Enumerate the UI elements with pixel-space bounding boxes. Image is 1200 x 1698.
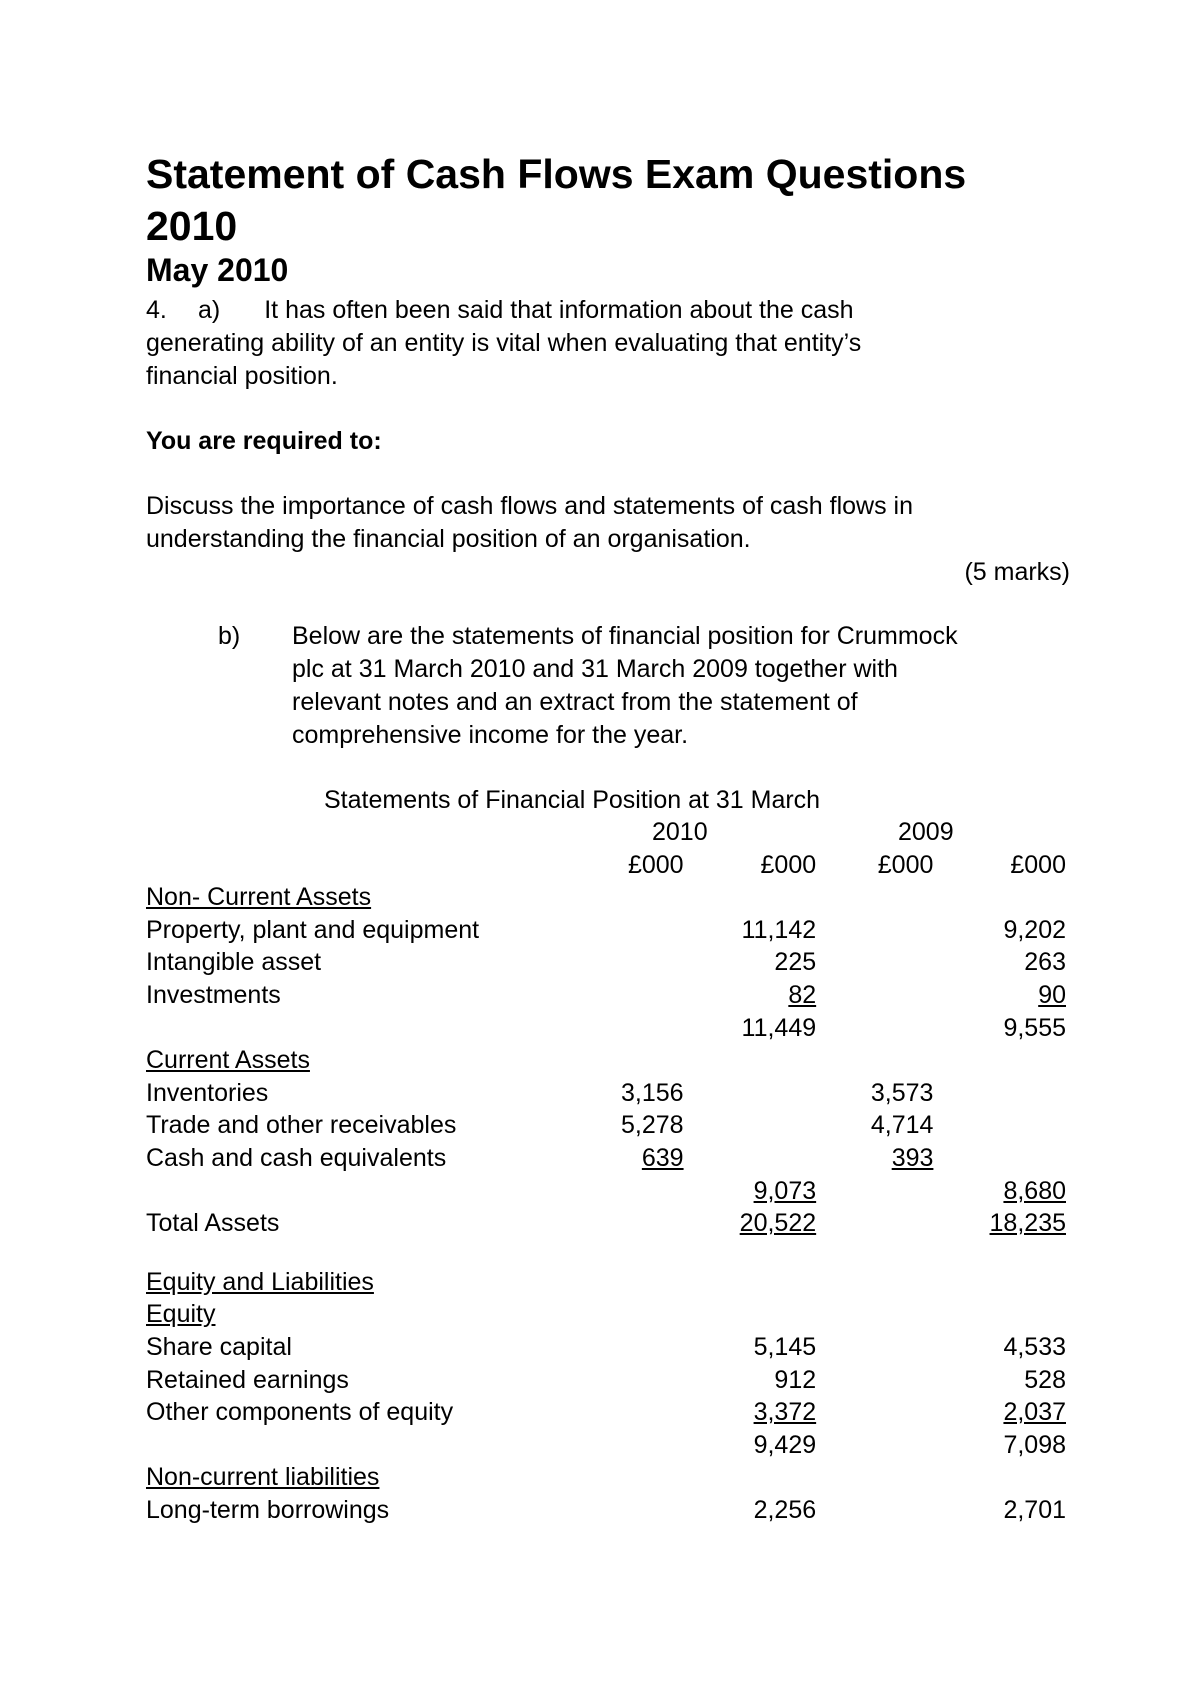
value-cell-c1 bbox=[569, 1141, 683, 1174]
amount: 2,256 bbox=[753, 1495, 817, 1524]
value-cell-c1 bbox=[569, 1207, 683, 1240]
value-cell-c1 bbox=[569, 1076, 683, 1109]
value-cell-c3 bbox=[816, 1363, 933, 1396]
value-cell-c2 bbox=[684, 1174, 817, 1207]
value-cell-c3 bbox=[816, 1141, 933, 1174]
amount: 912 bbox=[774, 1365, 817, 1394]
table-row bbox=[146, 1493, 1066, 1526]
unit-header: £000 bbox=[627, 850, 684, 879]
table-row bbox=[146, 1141, 1066, 1174]
value-cell-c4 bbox=[933, 881, 1066, 914]
value-cell-c2 bbox=[684, 1493, 817, 1526]
amount: 4,533 bbox=[1003, 1332, 1066, 1361]
section-heading: Equity bbox=[146, 1300, 216, 1329]
question-number: 4. bbox=[146, 296, 167, 324]
value-cell-c4 bbox=[933, 1363, 1066, 1396]
value-cell-c4 bbox=[933, 1330, 1066, 1363]
table-row bbox=[146, 1174, 1066, 1207]
unit-header: £000 bbox=[877, 850, 934, 879]
value-cell-c4 bbox=[933, 1461, 1066, 1494]
value-cell-c3 bbox=[816, 1174, 933, 1207]
amount: 9,429 bbox=[753, 1430, 817, 1459]
value-cell-c4 bbox=[933, 946, 1066, 979]
row-label bbox=[146, 1428, 569, 1461]
value-cell-c4 bbox=[933, 1396, 1066, 1429]
amount: 639 bbox=[641, 1143, 684, 1172]
value-cell-c1 bbox=[569, 1461, 683, 1494]
table-row bbox=[146, 978, 1066, 1011]
value-cell-c4 bbox=[933, 913, 1066, 946]
part-b-label: b) bbox=[218, 622, 241, 650]
amount: 3,573 bbox=[870, 1078, 934, 1107]
unit-header: £000 bbox=[760, 850, 817, 879]
value-cell-c2 bbox=[684, 1298, 817, 1331]
value-cell-c4 bbox=[933, 1076, 1066, 1109]
table-row bbox=[146, 1207, 1066, 1240]
amount: 5,278 bbox=[621, 1111, 684, 1140]
value-cell-c1 bbox=[569, 1330, 683, 1363]
value-cell-c3 bbox=[816, 1428, 933, 1461]
part-b-line-1: Below are the statements of financial position for Crummock bbox=[292, 622, 958, 650]
amount: 2,037 bbox=[1003, 1398, 1066, 1427]
value-cell-c3 bbox=[816, 1207, 933, 1240]
part-b-text bbox=[292, 620, 1072, 752]
value-cell-c1 bbox=[569, 946, 683, 979]
amount: 9,555 bbox=[1003, 1013, 1066, 1042]
amount: 263 bbox=[1024, 948, 1066, 977]
amount: 4,714 bbox=[870, 1111, 934, 1140]
table-row bbox=[146, 1461, 1066, 1494]
value-cell-c1 bbox=[569, 1493, 683, 1526]
value-cell-c2 bbox=[684, 1109, 817, 1142]
year-2009-label: 2009 bbox=[898, 818, 954, 846]
value-cell-c3 bbox=[816, 913, 933, 946]
value-cell-c3 bbox=[816, 1330, 933, 1363]
value-cell-c1 bbox=[569, 1298, 683, 1331]
row-label: Share capital bbox=[146, 1332, 292, 1361]
amount: 5,145 bbox=[753, 1332, 817, 1361]
value-cell-c3 bbox=[816, 978, 933, 1011]
table-row bbox=[146, 1298, 1066, 1331]
amount: 2,701 bbox=[1003, 1495, 1066, 1524]
year-2010-label: 2010 bbox=[652, 818, 708, 846]
value-cell-c1 bbox=[569, 1044, 683, 1077]
amount: 225 bbox=[774, 948, 817, 977]
section-heading: Current Assets bbox=[146, 1046, 310, 1075]
row-label: Long-term borrowings bbox=[146, 1495, 390, 1524]
value-cell-c2 bbox=[684, 978, 817, 1011]
table-row bbox=[146, 946, 1066, 979]
value-cell-c3 bbox=[816, 1298, 933, 1331]
table-row bbox=[146, 1044, 1066, 1077]
table-row bbox=[146, 1011, 1066, 1044]
row-label: Intangible asset bbox=[146, 948, 322, 977]
table-row bbox=[146, 1265, 1066, 1298]
value-cell-c3 bbox=[816, 1265, 933, 1298]
required-heading: You are required to: bbox=[146, 427, 382, 455]
value-cell-c4 bbox=[933, 1298, 1066, 1331]
value-cell-c1 bbox=[569, 1174, 683, 1207]
section-heading: Equity and Liabilities bbox=[146, 1267, 374, 1296]
value-cell-c4 bbox=[933, 1493, 1066, 1526]
amount: 3,372 bbox=[753, 1398, 817, 1427]
row-label: Other components of equity bbox=[146, 1398, 454, 1427]
amount: 82 bbox=[788, 980, 817, 1009]
page-subtitle: May 2010 bbox=[146, 252, 289, 288]
table-row bbox=[146, 1076, 1066, 1109]
table-row bbox=[146, 1330, 1066, 1363]
table-title: Statements of Financial Position at 31 March bbox=[324, 786, 821, 814]
value-cell-c2 bbox=[684, 1044, 817, 1077]
row-label: Retained earnings bbox=[146, 1365, 349, 1394]
value-cell-c3 bbox=[816, 1109, 933, 1142]
part-a-label: a) bbox=[198, 296, 221, 324]
amount: 90 bbox=[1038, 980, 1066, 1009]
value-cell-c2 bbox=[684, 1207, 817, 1240]
amount: 7,098 bbox=[1003, 1430, 1066, 1459]
table-row bbox=[146, 1363, 1066, 1396]
value-cell-c2 bbox=[684, 1265, 817, 1298]
amount: 8,680 bbox=[1003, 1176, 1066, 1205]
table-row bbox=[146, 913, 1066, 946]
value-cell-c4 bbox=[933, 1141, 1066, 1174]
amount: 11,449 bbox=[741, 1013, 817, 1042]
discuss-line-1: Discuss the importance of cash flows and statements of cash flows in bbox=[146, 492, 914, 520]
value-cell-c3 bbox=[816, 1493, 933, 1526]
value-cell-c2 bbox=[684, 1076, 817, 1109]
value-cell-c3 bbox=[816, 1396, 933, 1429]
amount: 20,522 bbox=[739, 1209, 817, 1238]
unit-header: £000 bbox=[1010, 850, 1066, 879]
section-heading: Non- Current Assets bbox=[146, 883, 372, 912]
value-cell-c2 bbox=[684, 1363, 817, 1396]
part-a-first-line: It has often been said that information about the cash bbox=[264, 296, 854, 324]
amount: 3,156 bbox=[621, 1078, 684, 1107]
value-cell-c1 bbox=[569, 1363, 683, 1396]
value-cell-c4 bbox=[933, 1428, 1066, 1461]
marks-label: (5 marks) bbox=[964, 558, 1070, 586]
value-cell-c3 bbox=[816, 1044, 933, 1077]
amount: 393 bbox=[891, 1143, 934, 1172]
value-cell-c1 bbox=[569, 1396, 683, 1429]
financial-position-table bbox=[146, 848, 1066, 1526]
table-row bbox=[146, 1396, 1066, 1429]
value-cell-c2 bbox=[684, 881, 817, 914]
row-label: Cash and cash equivalents bbox=[146, 1143, 447, 1172]
value-cell-c4 bbox=[933, 1174, 1066, 1207]
row-label bbox=[146, 1174, 569, 1207]
part-b-line-2: plc at 31 March 2010 and 31 March 2009 together with bbox=[292, 655, 898, 683]
amount: 9,202 bbox=[1003, 915, 1066, 944]
value-cell-c2 bbox=[684, 1396, 817, 1429]
value-cell-c4 bbox=[933, 978, 1066, 1011]
row-label: Total Assets bbox=[146, 1209, 280, 1238]
value-cell-c1 bbox=[569, 1011, 683, 1044]
part-a-line-2: generating ability of an entity is vital when evaluating that entity’s bbox=[146, 329, 862, 357]
value-cell-c1 bbox=[569, 913, 683, 946]
value-cell-c4 bbox=[933, 1011, 1066, 1044]
table-row bbox=[146, 1109, 1066, 1142]
value-cell-c4 bbox=[933, 1207, 1066, 1240]
value-cell-c3 bbox=[816, 881, 933, 914]
amount: 528 bbox=[1024, 1365, 1066, 1394]
value-cell-c1 bbox=[569, 978, 683, 1011]
page-title: Statement of Cash Flows Exam Questions 2010 bbox=[146, 151, 967, 249]
question-part-a-label bbox=[198, 294, 854, 327]
row-label bbox=[146, 1011, 569, 1044]
spacer-row bbox=[146, 1239, 1066, 1265]
value-cell-c3 bbox=[816, 1461, 933, 1494]
amount: 11,142 bbox=[741, 915, 817, 944]
unit-header-row bbox=[146, 848, 1066, 881]
value-cell-c2 bbox=[684, 1461, 817, 1494]
row-label: Investments bbox=[146, 980, 281, 1009]
amount: 9,073 bbox=[753, 1176, 817, 1205]
section-heading: Non-current liabilities bbox=[146, 1463, 380, 1492]
row-label: Inventories bbox=[146, 1078, 269, 1107]
value-cell-c3 bbox=[816, 1011, 933, 1044]
value-cell-c2 bbox=[684, 1011, 817, 1044]
discuss-line-2: understanding the financial position of an organisation. bbox=[146, 525, 751, 553]
value-cell-c3 bbox=[816, 1076, 933, 1109]
value-cell-c2 bbox=[684, 913, 817, 946]
value-cell-c2 bbox=[684, 1330, 817, 1363]
value-cell-c1 bbox=[569, 1265, 683, 1298]
value-cell-c2 bbox=[684, 1428, 817, 1461]
value-cell-c4 bbox=[933, 1265, 1066, 1298]
part-b-line-4: comprehensive income for the year. bbox=[292, 721, 689, 749]
value-cell-c3 bbox=[816, 946, 933, 979]
part-b-line-3: relevant notes and an extract from the statement of bbox=[292, 688, 858, 716]
table-row bbox=[146, 881, 1066, 914]
value-cell-c4 bbox=[933, 1109, 1066, 1142]
value-cell-c1 bbox=[569, 881, 683, 914]
value-cell-c4 bbox=[933, 1044, 1066, 1077]
row-label: Property, plant and equipment bbox=[146, 915, 480, 944]
value-cell-c1 bbox=[569, 1428, 683, 1461]
value-cell-c2 bbox=[684, 946, 817, 979]
row-label: Trade and other receivables bbox=[146, 1111, 457, 1140]
value-cell-c1 bbox=[569, 1109, 683, 1142]
value-cell-c2 bbox=[684, 1141, 817, 1174]
part-a-line-3: financial position. bbox=[146, 362, 338, 390]
amount: 18,235 bbox=[989, 1209, 1066, 1238]
table-row bbox=[146, 1428, 1066, 1461]
